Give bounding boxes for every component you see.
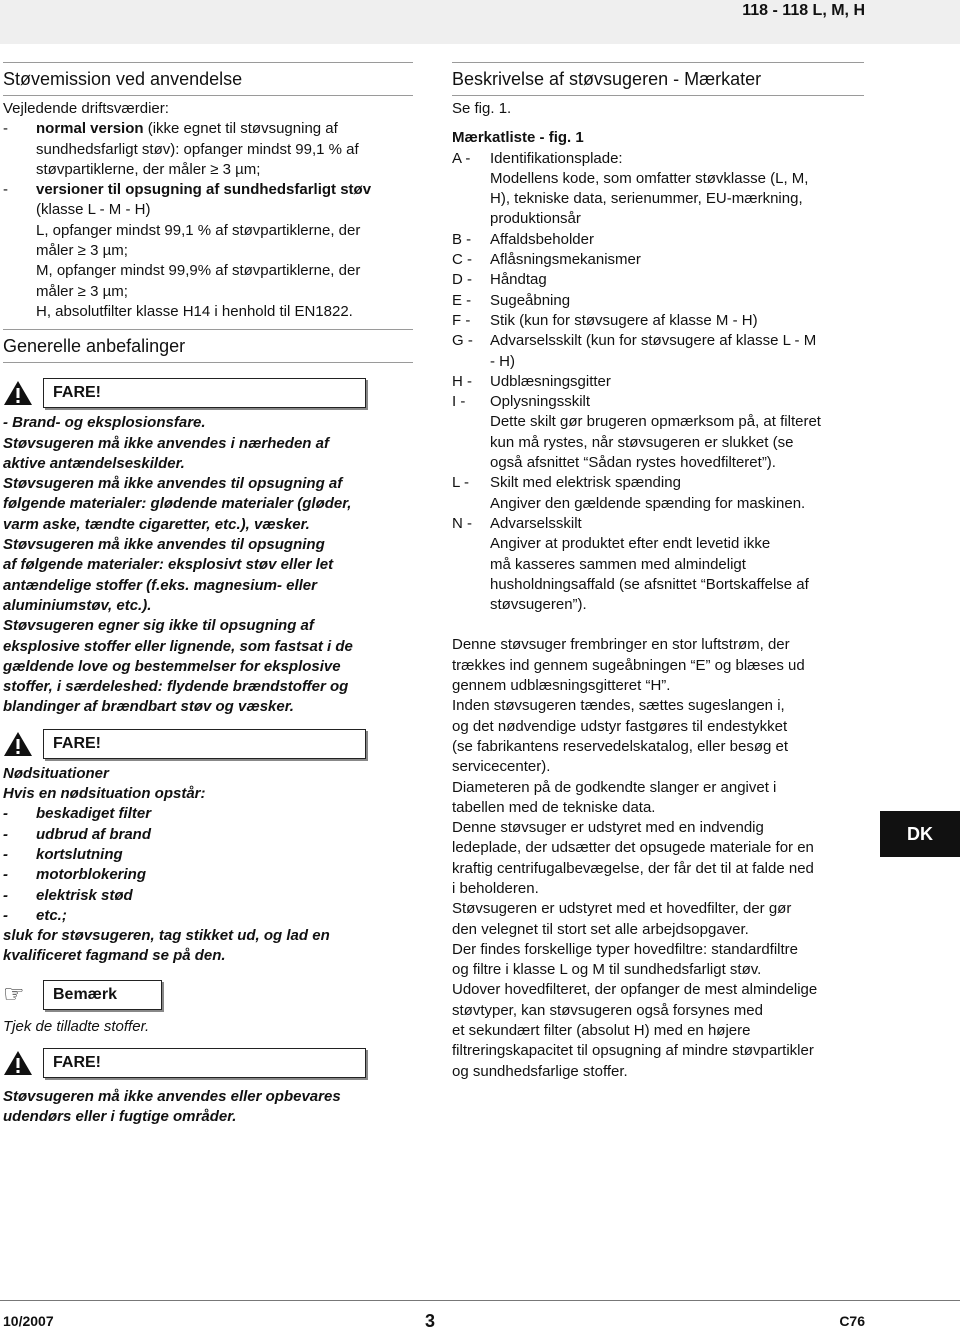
- label-description-line: Skilt med elektrisk spænding: [490, 474, 681, 492]
- list-dash: -: [3, 906, 8, 924]
- pointing-hand-icon: ☞: [3, 980, 25, 1008]
- list-item-versions: - versioner til opsugning af sundhedsfarligt støv: [3, 181, 372, 199]
- label-description: [490, 372, 864, 392]
- list-item-versions-line: (klasse L - M - H): [36, 201, 151, 219]
- emergency-list-item: [3, 865, 413, 885]
- description-line: gennem udblæsningsgitteret “H”.: [452, 677, 671, 695]
- danger-text: Støvsugeren må ikke anvendes eller opbevares: [3, 1087, 341, 1105]
- label-description-line: må kasseres sammen med almindeligt: [490, 555, 746, 573]
- label-list-item: [452, 149, 864, 230]
- danger-label: FARE!: [43, 1048, 366, 1078]
- list-item-versions-line: måler ≥ 3 µm;: [36, 282, 128, 300]
- label-list-item: [452, 291, 864, 311]
- emergency-outro: kvalificeret fagmand se på den.: [3, 947, 226, 965]
- label-description-line: Udblæsningsgitter: [490, 372, 611, 390]
- danger-label: FARE!: [43, 378, 366, 408]
- danger-text-line: stoffer, i særdeleshed: flydende brændstoffer og: [3, 678, 349, 696]
- label-list-item: [452, 230, 864, 250]
- label-description: [490, 392, 864, 473]
- danger-text-block: [3, 413, 413, 717]
- label-description: [490, 331, 864, 372]
- label-description-line: Angiver at produktet efter endt levetid ikke: [490, 535, 771, 553]
- warning-triangle-icon: [3, 1050, 33, 1076]
- left-column: [3, 62, 413, 1128]
- danger-callout: [3, 377, 413, 409]
- section-title-dust-emission: Støvemission ved anvendelse: [3, 69, 243, 89]
- emergency-list-item: [3, 845, 413, 865]
- page-number: 3: [425, 1311, 436, 1331]
- emergency-item-text: etc.;: [36, 906, 67, 924]
- danger-text-line: Støvsugeren må ikke anvendes til opsugning af: [3, 475, 343, 493]
- label-description: [490, 311, 864, 331]
- list-item-normal: - normal version (ikke egnet til støvsugning af: [3, 120, 338, 138]
- danger-text-line: aktive antændelseskilder.: [3, 454, 185, 472]
- emergency-intro: Hvis en nødsituation opstår:: [3, 785, 206, 803]
- warning-triangle-icon: [3, 731, 33, 757]
- danger-text-line: aluminiumstøv, etc.).: [3, 596, 152, 614]
- footer-divider: [0, 1300, 960, 1301]
- label-description-line: Dette skilt gør brugeren opmærksom på, at filteret: [490, 413, 821, 431]
- divider: [3, 62, 413, 63]
- label-list-item: [452, 311, 864, 331]
- description-line: og filtre i klasse L og M til sundhedsfarligt støv.: [452, 961, 762, 979]
- label-list-item: [452, 331, 864, 372]
- label-list-title: Mærkatliste - fig. 1: [452, 129, 584, 147]
- label-list-item: [452, 250, 864, 270]
- description-line: Diameteren på de godkendte slanger er angivet i: [452, 778, 777, 796]
- footer-code: C76: [839, 1313, 865, 1329]
- label-description-line: Oplysningsskilt: [490, 393, 591, 411]
- label-description-line: Modellens kode, som omfatter støvklasse (L, M,: [490, 169, 809, 187]
- list-item-versions-line: måler ≥ 3 µm;: [36, 242, 128, 260]
- danger-text-line: Støvsugeren må ikke anvendes til opsugning: [3, 536, 325, 554]
- list-item-versions-line: L, opfanger mindst 99,1 % af støvpartiklerne, der: [36, 221, 361, 239]
- description-line: filtreringskapacitet til opsugning af mindre støvpartikler: [452, 1042, 814, 1060]
- note-text: Tjek de tilladte stoffer.: [3, 1017, 150, 1035]
- label-letter: F -: [452, 311, 471, 329]
- label-description-line: husholdningsaffald (se afsnittet “Bortskaffelse af: [490, 575, 809, 593]
- label-description-line: Advarselsskilt: [490, 514, 582, 532]
- label-list-item: [452, 372, 864, 392]
- list-dash: -: [3, 825, 8, 843]
- description-line: Støvsugeren er udstyret med et hovedfilter, der gør: [452, 900, 792, 918]
- emergency-list: [3, 804, 413, 926]
- emergency-item-text: udbrud af brand: [36, 825, 151, 843]
- description-paragraph: [452, 635, 864, 1082]
- section-title-general: Generelle anbefalinger: [3, 336, 186, 357]
- label-description-line: Håndtag: [490, 271, 547, 289]
- description-line: Der findes forskellige typer hovedfiltre: standardfiltre: [452, 940, 798, 958]
- description-line: tabellen med de tekniske data.: [452, 798, 656, 816]
- danger-text-line: af følgende materialer: eksplosivt støv eller let: [3, 556, 334, 574]
- list-dash: -: [3, 845, 8, 863]
- description-line: ledeplade, der udsætter det opsugede materiale for en: [452, 839, 814, 857]
- label-description-line: også afsnittet “Sådan rystes hovedfilteret”).: [490, 454, 776, 472]
- emergency-list-item: [3, 804, 413, 824]
- label-list: [452, 149, 864, 616]
- danger-label: FARE!: [43, 729, 366, 759]
- label-description: [490, 230, 864, 250]
- description-line: og sundhedsfarlige stoffer.: [452, 1062, 628, 1080]
- see-figure-text: Se fig. 1.: [452, 100, 512, 117]
- label-description-line: - H): [490, 352, 515, 370]
- label-description-line: Aflåsningsmekanismer: [490, 251, 641, 269]
- emergency-item-text: beskadiget filter: [36, 805, 152, 823]
- description-line: servicecenter).: [452, 758, 551, 776]
- language-tab: DK: [880, 811, 960, 857]
- divider: [3, 362, 413, 363]
- label-letter: E -: [452, 291, 472, 309]
- description-line: Denne støvsuger frembringer en stor luftstrøm, der: [452, 636, 790, 654]
- description-line: (se fabrikantens reservedelskatalog, eller besøg et: [452, 737, 789, 755]
- right-column: [452, 62, 864, 1082]
- list-dash: -: [3, 886, 8, 904]
- label-description-line: Advarselsskilt (kun for støvsugere af klasse L - M: [490, 332, 817, 350]
- description-line: støvtyper, kan støvsugeren også forsynes med: [452, 1001, 763, 1019]
- danger-text: udendørs eller i fugtige områder.: [3, 1108, 237, 1126]
- label-list-item: [452, 473, 864, 514]
- label-list-item: [452, 392, 864, 473]
- label-letter: G -: [452, 332, 473, 350]
- label-description-line: produktionsår: [490, 210, 581, 228]
- emergency-title: Nødsituationer: [3, 764, 109, 782]
- list-item-versions-line: H, absolutfilter klasse H14 i henhold til EN1822.: [36, 302, 353, 320]
- list-item-normal-line: støvpartiklerne, der måler ≥ 3 µm;: [36, 160, 261, 178]
- emergency-outro: sluk for støvsugeren, tag stikket ud, og lad en: [3, 927, 330, 945]
- emergency-list-item: [3, 906, 413, 926]
- section-title-labels: Beskrivelse af støvsugeren - Mærkater: [452, 69, 762, 89]
- label-description-line: Sugeåbning: [490, 291, 571, 309]
- label-letter: C -: [452, 251, 472, 269]
- description-line: et sekundært filter (absolut H) med en højere: [452, 1022, 751, 1040]
- description-line: kraftig centrifugalbevægelse, der får det til at falde ned: [452, 859, 814, 877]
- danger-text-line: antændelige stoffer (f.eks. magnesium- eller: [3, 576, 317, 594]
- label-description: [490, 514, 864, 615]
- label-description-line: Affaldsbeholder: [490, 230, 594, 248]
- danger-text-line: varm aske, tændte cigaretter, etc.), væsker.: [3, 515, 310, 533]
- description-line: trækkes ind gennem sugeåbningen “E” og blæses ud: [452, 656, 805, 674]
- label-letter: N -: [452, 514, 472, 532]
- emergency-list-item: [3, 886, 413, 906]
- label-list-item: [452, 514, 864, 615]
- divider: [452, 62, 864, 63]
- note-label: Bemærk: [43, 980, 162, 1010]
- label-description-line: kun må rystes, når støvsugeren er slukket (se: [490, 433, 794, 451]
- label-description-line: Angiver den gældende spænding for maskinen.: [490, 494, 806, 512]
- danger-callout: [3, 728, 413, 760]
- label-description-line: støvsugeren”).: [490, 596, 587, 614]
- emergency-item-text: motorblokering: [36, 866, 147, 884]
- label-description: [490, 250, 864, 270]
- description-line: Denne støvsuger er udstyret med en indvendig: [452, 819, 764, 837]
- description-line: Udover hovedfilteret, der opfanger de mest almindelige: [452, 981, 818, 999]
- label-description: [490, 270, 864, 290]
- header-model-label: 118 - 118 L, M, H: [742, 2, 865, 19]
- description-line: og det nødvendige udstyr fastgøres til endestykket: [452, 717, 788, 735]
- danger-callout: [3, 1047, 413, 1079]
- danger-text-line: Støvsugeren må ikke anvendes i nærheden af: [3, 434, 329, 452]
- label-letter: H -: [452, 372, 472, 390]
- danger-text-line: - Brand- og eksplosionsfare.: [3, 414, 206, 432]
- header-bar: [0, 0, 960, 44]
- danger-text-line: blandinger af brændbart støv og væsker.: [3, 698, 294, 716]
- note-callout: [3, 979, 413, 1011]
- list-item-normal-line: sundhedsfarligt støv): opfanger mindst 99,1 % af: [36, 140, 359, 158]
- danger-text-line: eksplosive stoffer eller lignende, som fastsat i de: [3, 637, 353, 655]
- warning-triangle-icon: [3, 380, 33, 406]
- danger-text-line: gældende love og bestemmelser for eksplosive: [3, 657, 341, 675]
- intro-text: Vejledende driftsværdier:: [3, 100, 169, 117]
- label-description-line: Identifikationsplade:: [490, 149, 623, 167]
- list-item-versions-line: M, opfanger mindst 99,9% af støvpartiklerne, der: [36, 262, 361, 280]
- emergency-item-text: kortslutning: [36, 845, 123, 863]
- list-dash: -: [3, 805, 8, 823]
- footer-date: 10/2007: [3, 1313, 54, 1329]
- label-letter: B -: [452, 230, 472, 248]
- danger-text-line: følgende materialer: glødende materialer (gløder,: [3, 495, 352, 513]
- divider: [3, 95, 413, 96]
- label-description-line: H), tekniske data, serienummer, EU-mærkning,: [490, 190, 803, 208]
- label-description: [490, 291, 864, 311]
- divider: [3, 329, 413, 330]
- description-line: den velegnet til stort set alle arbejdsopgaver.: [452, 920, 749, 938]
- label-list-item: [452, 270, 864, 290]
- label-letter: D -: [452, 271, 472, 289]
- label-letter: L -: [452, 474, 469, 492]
- label-letter: A -: [452, 149, 471, 167]
- label-description: [490, 473, 864, 514]
- emergency-list-item: [3, 825, 413, 845]
- emergency-item-text: elektrisk stød: [36, 886, 133, 904]
- label-letter: I -: [452, 393, 466, 411]
- label-description: [490, 149, 864, 230]
- label-description-line: Stik (kun for støvsugere af klasse M - H): [490, 311, 758, 329]
- divider: [452, 95, 864, 96]
- description-line: i beholderen.: [452, 879, 539, 897]
- description-line: Inden støvsugeren tændes, sættes sugeslangen i,: [452, 697, 785, 715]
- list-dash: -: [3, 866, 8, 884]
- danger-text-line: Støvsugeren egner sig ikke til opsugning af: [3, 617, 314, 635]
